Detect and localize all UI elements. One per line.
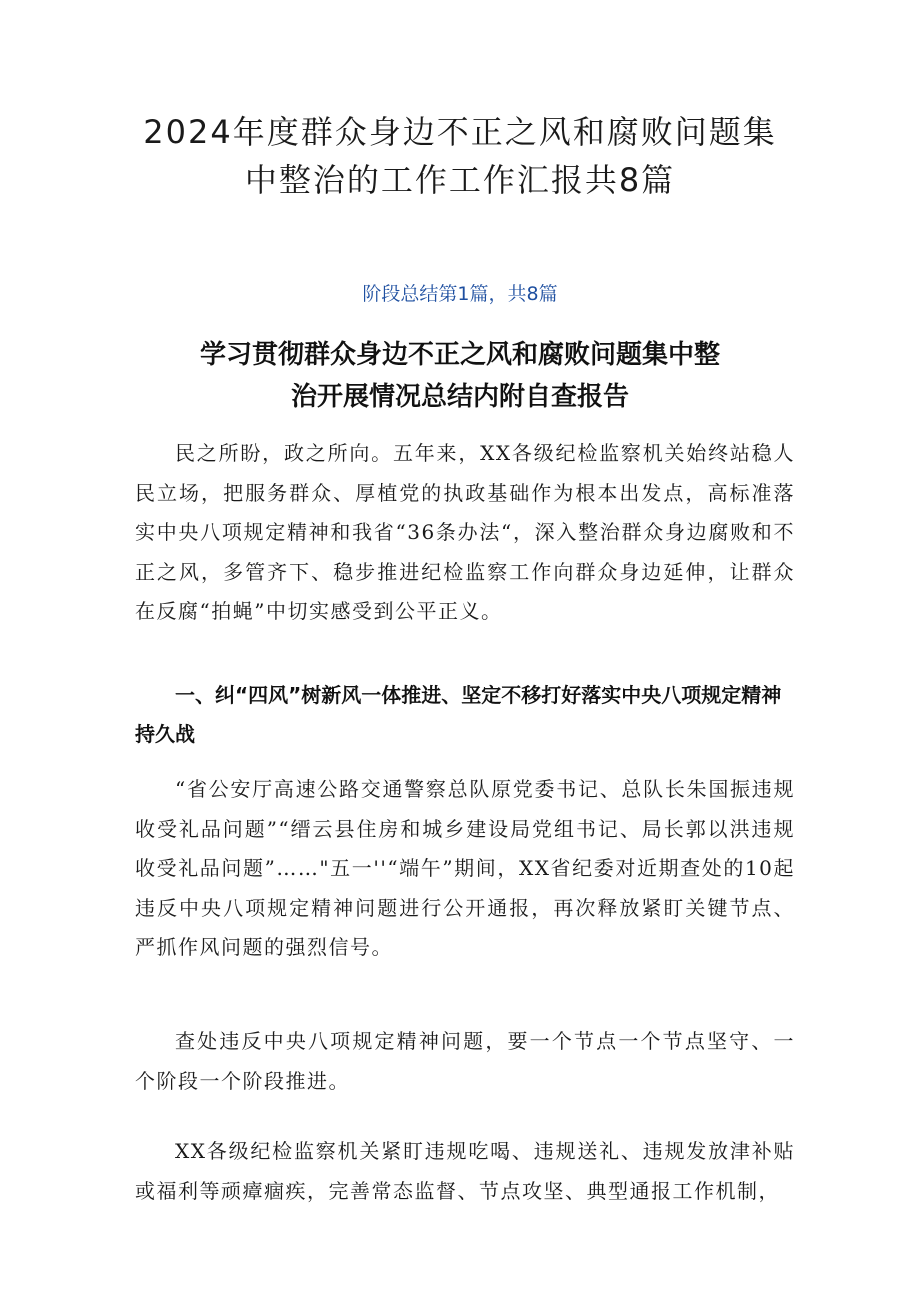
paragraph-notice: “省公安厅高速公路交通警察总队原党委书记、总队长朱国振违规收受礼品问题”“缙云县住房和城乡建设局党组书记、局长郭以洪违规收受礼品问题”……"五一''“端午”期间，XX省纪委对近期查处的10起违反中央八项规定精神问题进行公开通报，再次释放紧盯关键节点、严抓作风问题的强烈信号。 — [135, 777, 795, 959]
paragraph-measures: XX各级纪检监察机关紧盯违规吃喝、违规送礼、违规发放津补贴或福利等顽瘴痼疾，完善常态监督、节点攻坚、典型通报工作机制， — [135, 1139, 795, 1203]
article-title-line-2: 治开展情况总结内附自查报告 — [290, 382, 629, 412]
article-title — [150, 334, 770, 418]
paragraph-rule: 查处违反中央八项规定精神问题，要一个节点一个节点坚守、一个阶段一个阶段推进。 — [135, 1029, 795, 1093]
section-heading-1: 一、纠“四风”树新风一体推进、坚定不移打好落实中央八项规定精神持久战 — [135, 683, 782, 746]
document-title — [120, 108, 800, 204]
section-marker: 阶段总结第1篇，共8篇 — [362, 283, 558, 305]
article-title-line-1: 学习贯彻群众身边不正之风和腐败问题集中整 — [199, 340, 720, 370]
document-title-line-1: 2024年度群众身边不正之风和腐败问题集 — [143, 113, 777, 151]
paragraph-intro: 民之所盼，政之所向。五年来，XX各级纪检监察机关始终站稳人民立场，把服务群众、厚植党的执政基础作为根本出发点，高标准落实中央八项规定精神和我省“36条办法“，深入整治群众身边腐败和不正之风，多管齐下、稳步推进纪检监察工作向群众身边延伸，让群众在反腐“拍蝇”中切实感受到公平正义。 — [135, 441, 795, 623]
document-title-line-2: 中整治的工作工作汇报共8篇 — [244, 161, 676, 199]
